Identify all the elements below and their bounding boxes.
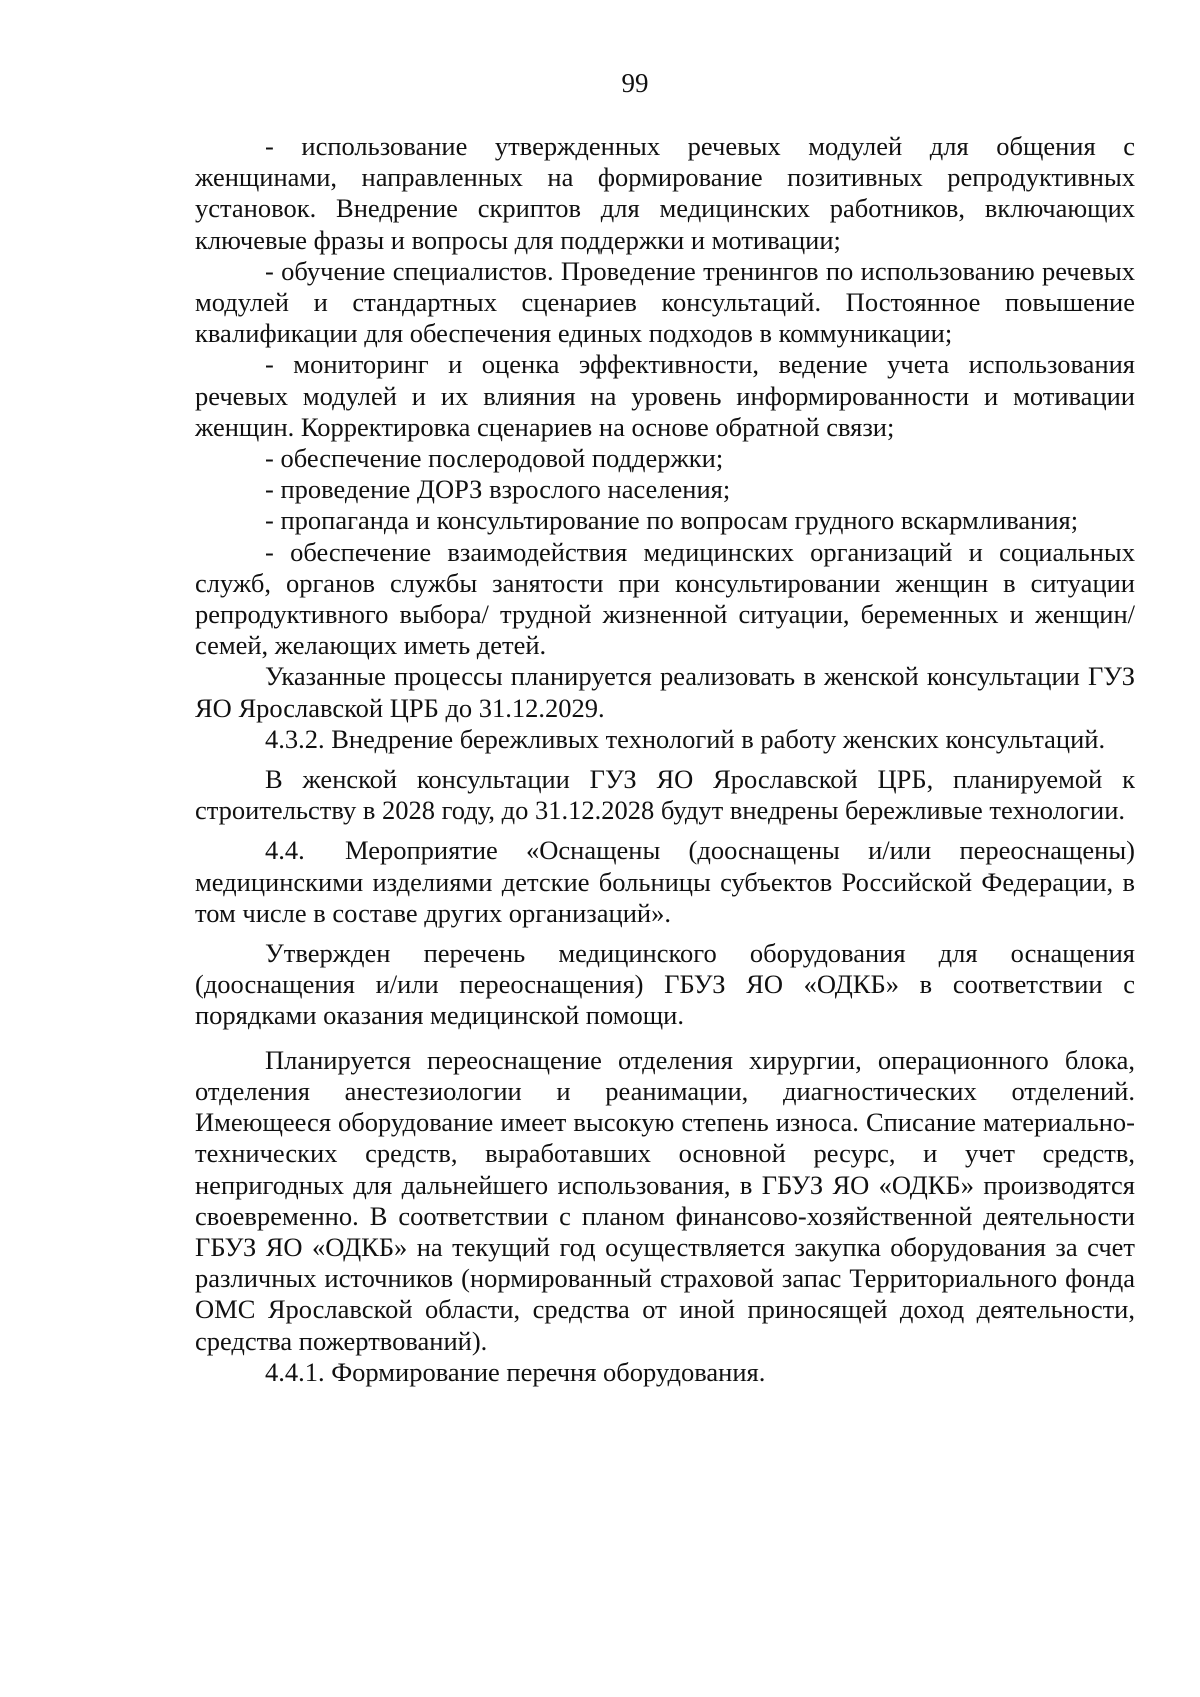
paragraph-speech-modules: - использование утвержденных речевых модулей для общения с женщинами, направленных на формирование позитивных репродуктивных установок. Внедрение скриптов для медицинских работников, включающих ключевые фразы и вопросы для поддержки и мотивации; — [195, 131, 1135, 255]
paragraph-equipment-list: Утвержден перечень медицинского оборудования для оснащения (дооснащения и/или переоснащения) ГБУЗ ЯО «ОДКБ» в соответствии с порядками оказания медицинской помощи. — [195, 938, 1135, 1031]
paragraph-interaction: - обеспечение взаимодействия медицинских организаций и социальных служб, органов службы занятости при консультировании женщин в ситуации репродуктивного выбора/ трудной жизненной ситуации, беременных и женщин/ семей, желающих иметь детей. — [195, 536, 1135, 661]
paragraph-dorz: - проведение ДОРЗ взрослого населения; — [265, 474, 731, 505]
paragraph-monitoring: - мониторинг и оценка эффективности, ведение учета использования речевых модулей и их влияния на уровень информированности и мотивации женщин. Корректировка сценариев на основе обратной связи; — [195, 349, 1135, 442]
paragraph-lean-technologies: В женской консультации ГУЗ ЯО Ярославской ЦРБ, планируемой к строительству в 2028 году, до 31.12.2028 будут внедрены бережливые технологии. — [195, 764, 1135, 826]
paragraph-implementation: Указанные процессы планируется реализовать в женской консультации ГУЗ ЯО Ярославской ЦРБ до 31.12.2029. — [195, 661, 1135, 723]
paragraph-postnatal-support: - обеспечение послеродовой поддержки; — [265, 443, 724, 474]
paragraph-breastfeeding: - пропаганда и консультирование по вопросам грудного вскармливания; — [265, 505, 1079, 536]
section-heading-4-4 — [195, 835, 1135, 929]
section-number-4-4: 4.4. — [265, 835, 305, 866]
document-body — [195, 131, 1135, 1388]
paragraph-specialist-training: - обучение специалистов. Проведение тренингов по использованию речевых модулей и стандартных сценариев консультаций. Постоянное повышение квалификации для обеспечения единых подходов в коммуникации; — [195, 255, 1135, 349]
section-heading-4-3-2: 4.3.2. Внедрение бережливых технологий в работу женских консультаций. — [265, 723, 1106, 754]
section-text-4-4: Мероприятие «Оснащены (дооснащены и/или переоснащены) медицинскими изделиями детские больницы субъектов Российской Федерации, в том числе в составе других организаций». — [195, 835, 1135, 928]
paragraph-reequipment-plan: Планируется переоснащение отделения хирургии, операционного блока, отделения анестезиологии и реанимации, диагностических отделений. Имеющееся оборудование имеет высокую степень износа. Списание материально-технических средств, выработавших основной ресурс, и учет средств, непригодных для дальнейшего использования, в ГБУЗ ЯО «ОДКБ» производятся своевременно. В соответствии с планом финансово-хозяйственной деятельности ГБУЗ ЯО «ОДКБ» на текущий год осуществляется закупка оборудования за счет различных источников (нормированный страховой запас Территориального фонда ОМС Ярославской области, средства от иной приносящей доход деятельности, средства пожертвований). — [195, 1044, 1135, 1356]
section-heading-4-4-1: 4.4.1. Формирование перечня оборудования. — [265, 1356, 766, 1387]
page-number: 99 — [621, 68, 649, 98]
